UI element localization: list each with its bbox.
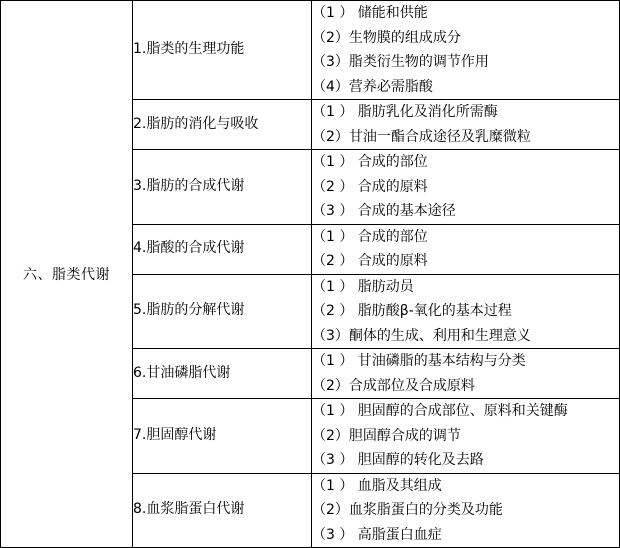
point-line: （1 ） 胆固醇的合成部位、原料和关键酶 bbox=[312, 403, 568, 419]
points-cell bbox=[312, 473, 620, 548]
point-line: （3 ） 胆固醇的转化及去路 bbox=[312, 452, 484, 468]
points-cell bbox=[312, 274, 620, 349]
topic-cell bbox=[133, 224, 312, 274]
topic-text: 5.脂肪的分解代谢 bbox=[133, 302, 245, 319]
point-line: （2）胆固醇合成的调节 bbox=[312, 427, 461, 444]
topic-text: 7.胆固醇代谢 bbox=[133, 426, 217, 443]
point-line: （3）脂类衍生物的调节作用 bbox=[312, 54, 489, 70]
topic-cell bbox=[133, 150, 312, 225]
section-label-text: 六、脂类代谢 bbox=[23, 267, 110, 283]
topic-text: 2.脂肪的消化与吸收 bbox=[133, 115, 259, 132]
point-line: （3）酮体的生成、利用和生理意义 bbox=[312, 327, 531, 344]
point-line: （2 ） 脂肪酸β-氧化的基本过程 bbox=[312, 303, 512, 319]
points-cell bbox=[312, 224, 620, 274]
point-line: （3 ） 高脂蛋白血症 bbox=[312, 526, 442, 543]
points-cell bbox=[312, 100, 620, 150]
points-cell bbox=[312, 399, 620, 474]
point-line: （1 ） 血脂及其组成 bbox=[312, 477, 442, 494]
point-line: （1 ） 脂肪乳化及消化所需酶 bbox=[312, 104, 498, 120]
points-cell bbox=[312, 150, 620, 225]
topic-cell bbox=[133, 1, 312, 100]
syllabus-table-body bbox=[1, 1, 620, 548]
topic-text: 4.脂酸的合成代谢 bbox=[133, 240, 245, 257]
topic-cell bbox=[133, 274, 312, 349]
topic-cell bbox=[133, 100, 312, 150]
point-line: （1 ） 甘油磷脂的基本结构与分类 bbox=[312, 353, 526, 369]
point-line: （2）血浆脂蛋白的分类及功能 bbox=[312, 502, 503, 518]
point-line: （4）营养必需脂酸 bbox=[312, 78, 433, 95]
point-line: （1 ） 合成的部位 bbox=[312, 228, 428, 245]
topic-text: 3.脂肪的合成代谢 bbox=[133, 177, 245, 194]
point-line: （2）合成部位及合成原料 bbox=[312, 377, 475, 394]
point-line: （3 ） 合成的基本途径 bbox=[312, 203, 456, 219]
point-line: （2）生物膜的组成成分 bbox=[312, 29, 461, 46]
topic-text: 6.甘油磷脂代谢 bbox=[133, 364, 231, 381]
section-label-cell bbox=[1, 1, 133, 548]
points-cell bbox=[312, 349, 620, 399]
topic-cell bbox=[133, 349, 312, 399]
point-line: （1 ） 储能和供能 bbox=[312, 5, 428, 21]
topic-text: 8.血浆脂蛋白代谢 bbox=[133, 501, 245, 518]
topic-text: 1.脂类的生理功能 bbox=[133, 41, 245, 58]
point-line: （2）甘油一酯合成途径及乳糜微粒 bbox=[312, 128, 531, 145]
table-row bbox=[1, 1, 620, 100]
point-line: （1 ） 脂肪动员 bbox=[312, 278, 414, 295]
points-cell bbox=[312, 1, 620, 100]
topic-cell bbox=[133, 399, 312, 474]
point-line: （2 ） 合成的原料 bbox=[312, 253, 428, 269]
point-line: （1 ） 合成的部位 bbox=[312, 154, 428, 170]
point-line: （2 ） 合成的原料 bbox=[312, 178, 428, 195]
topic-cell bbox=[133, 473, 312, 548]
